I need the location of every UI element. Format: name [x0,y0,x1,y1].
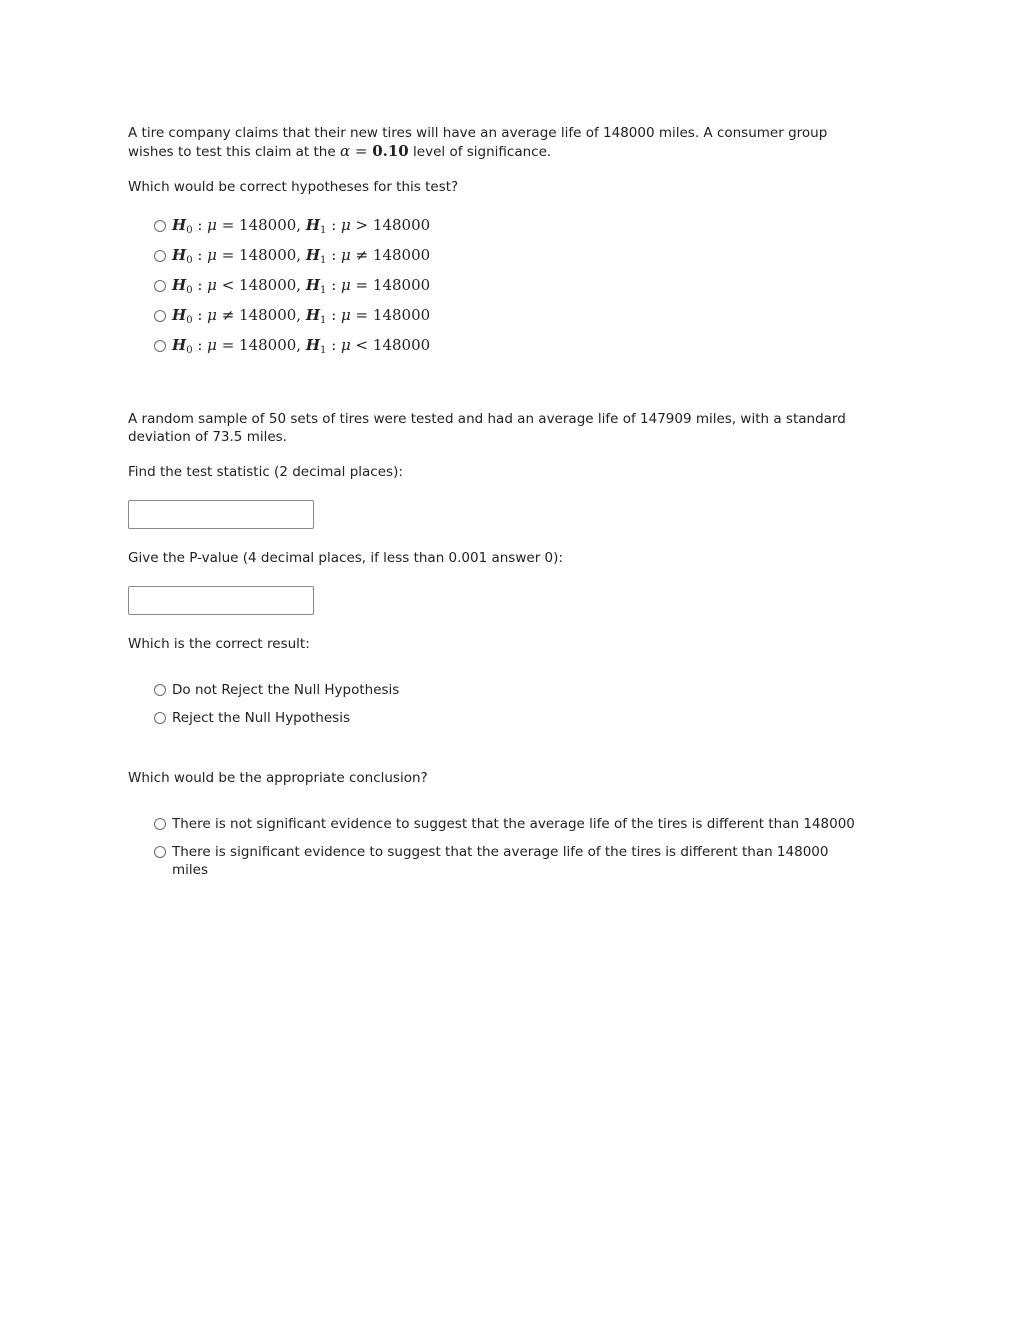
alpha-expression [340,142,409,160]
conclusion-question: Which would be the appropriate conclusion? [128,770,428,786]
result-option-do-not-reject[interactable] [154,681,868,699]
radio-button[interactable] [154,712,166,724]
conclusion-option-label: There is significant evidence to suggest that the average life of the tires is different than 148000 miles [172,844,829,878]
test-statistic-label: Find the test statistic (2 decimal places): [128,464,403,480]
conclusion-options [154,815,868,879]
p-value-input[interactable] [128,586,314,615]
alpha-value: 0.10 [372,142,409,160]
intro-text-1: A tire company claims that their new tires will have an average life of 148000 miles. A consumer group wishes to test this claim at the [128,125,828,160]
conclusion-option-not-significant[interactable] [154,815,868,833]
result-option-label: Do not Reject the Null Hypothesis [172,682,400,698]
hypothesis-option-3[interactable] [154,274,868,304]
result-option-label: Reject the Null Hypothesis [172,710,350,726]
hypothesis-text: $H_0$ : μ ≠ 148000, $H_1$ : μ = 148000 [172,306,431,326]
radio-button[interactable] [154,280,166,292]
problem-intro [128,124,868,161]
result-question: Which is the correct result: [128,636,310,652]
hypotheses-question: Which would be correct hypotheses for this test? [128,179,459,195]
hypothesis-text: $H_0$ : μ < 148000, $H_1$ : μ = 148000 [172,276,431,296]
hypothesis-option-1[interactable] [154,214,868,244]
radio-button[interactable] [154,846,166,858]
radio-button[interactable] [154,220,166,232]
radio-button[interactable] [154,250,166,262]
test-statistic-input[interactable] [128,500,314,529]
hypothesis-text: $H_0$ : μ = 148000, $H_1$ : μ ≠ 148000 [172,246,431,266]
alpha-symbol: α [339,142,351,160]
result-option-reject[interactable] [154,709,868,727]
radio-button[interactable] [154,340,166,352]
p-value-label: Give the P-value (4 decimal places, if less than 0.001 answer 0): [128,550,563,566]
radio-button[interactable] [154,684,166,696]
alpha-equals: = [350,142,373,160]
hypothesis-option-4[interactable] [154,304,868,334]
hypothesis-text: $H_0$ : μ = 148000, $H_1$ : μ < 148000 [172,336,431,356]
result-options [154,681,868,727]
sample-description: A random sample of 50 sets of tires were tested and had an average life of 147909 miles, with a standard deviation of 73.5 miles. [128,411,846,445]
conclusion-option-label: There is not significant evidence to suggest that the average life of the tires is different than 148000 [172,816,855,832]
intro-text-2: level of significance. [413,144,552,160]
hypotheses-options [154,214,868,364]
hypothesis-option-5[interactable] [154,334,868,364]
hypothesis-option-2[interactable] [154,244,868,274]
conclusion-option-significant[interactable] [154,843,844,879]
question-page [128,124,868,879]
radio-button[interactable] [154,310,166,322]
hypothesis-text: $H_0$ : μ = 148000, $H_1$ : μ > 148000 [172,216,431,236]
radio-button[interactable] [154,818,166,830]
